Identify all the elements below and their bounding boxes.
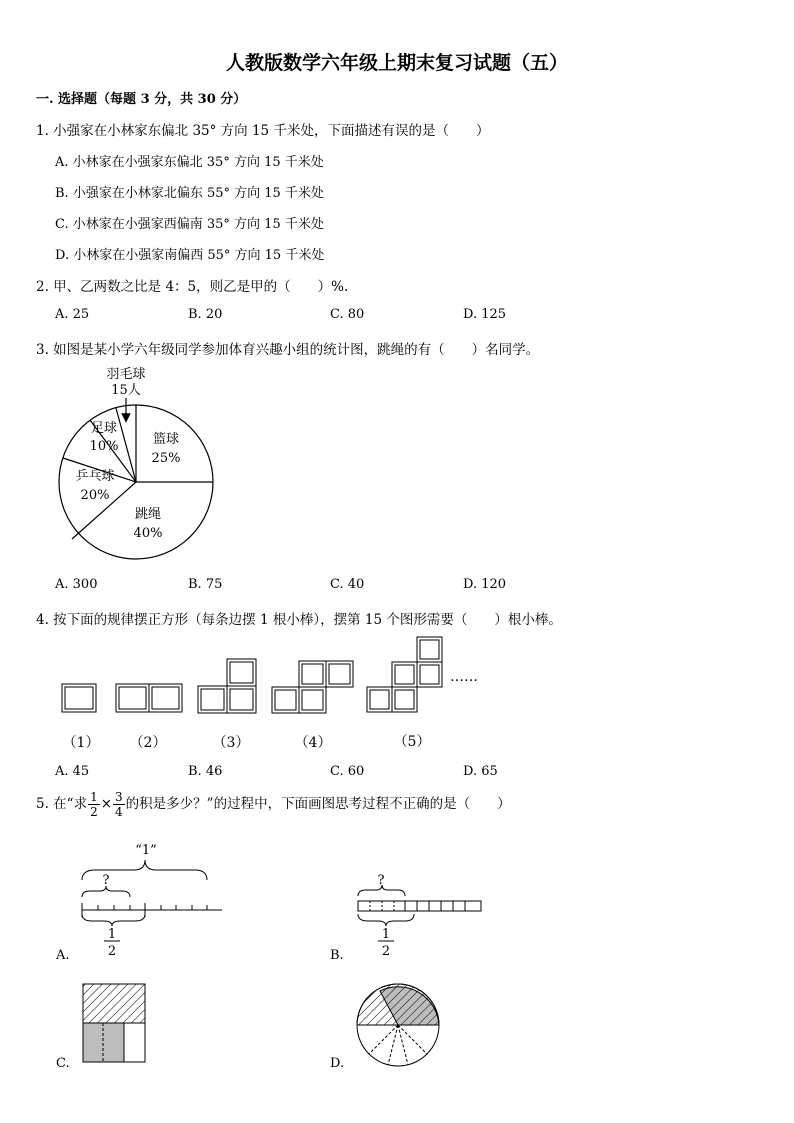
pie-pct-football: 10% (89, 439, 119, 454)
brace-one (82, 860, 207, 880)
fraction-denominator: 4 (115, 805, 123, 819)
brace-half-b (358, 914, 414, 926)
pie-label-football: 足球 (90, 421, 118, 436)
question-mark-b: ? (377, 873, 385, 888)
question-1-option-c[interactable]: C. 小林家在小强家西偏南 35° 方向 15 千米处 (55, 217, 324, 232)
figure-label-2: （2） (129, 735, 167, 751)
section-heading: 一. 选择题（每题 3 分，共 30 分） (36, 92, 247, 107)
pie-label-pingpong: 乒乓球 (75, 469, 115, 484)
pie-label-basketball: 篮球 (152, 432, 180, 447)
bar-strip (358, 901, 481, 911)
question-4-option-c[interactable]: C. 60 (330, 764, 365, 779)
question-3-option-c[interactable]: C. 40 (330, 577, 365, 592)
option-label-a: A. (56, 948, 70, 963)
question-3-option-d[interactable]: D. 120 (463, 577, 507, 592)
rect-hatched-top (83, 984, 145, 1023)
question-1-stem: 1. 小强家在小林家东偏北 35° 方向 15 千米处，下面描述有误的是（ ） (36, 123, 490, 139)
question-3-option-a[interactable]: A. 300 (55, 577, 98, 592)
pie-label-badminton: 羽毛球 (106, 367, 146, 382)
question-2-option-b[interactable]: B. 20 (188, 307, 223, 322)
option-label-b: B. (330, 948, 344, 963)
question-1-option-d[interactable]: D. 小林家在小强家南偏西 55° 方向 15 千米处 (55, 248, 325, 263)
pie-pct-basketball: 25% (151, 451, 181, 466)
diagram-b (358, 885, 481, 941)
figure-label-4: （4） (294, 735, 332, 751)
question-3-option-b[interactable]: B. 75 (188, 577, 223, 592)
option-label-d: D. (330, 1056, 345, 1071)
diagram-c (83, 984, 145, 1062)
pie-pct-rope: 40% (133, 526, 163, 541)
figure-ellipsis: …… (450, 669, 478, 685)
pie-label-rope: 跳绳 (134, 507, 162, 522)
one-label: “1” (135, 843, 157, 858)
question-5-stem-post: 的积是多少？”的过程中，下面画图思考过程不正确的是（ ） (125, 796, 511, 812)
question-4-stem: 4. 按下面的规律摆正方形（每条边摆 1 根小棒），摆第 15 个图形需要（ ）根小棒。 (36, 612, 562, 628)
pie-pct-pingpong: 20% (80, 488, 110, 503)
pie-value-badminton: 15人 (111, 383, 141, 398)
question-4-option-b[interactable]: B. 46 (188, 764, 223, 779)
fraction-denominator: 2 (90, 805, 98, 819)
diagram-d (357, 984, 439, 1066)
question-1-option-a[interactable]: A. 小林家在小强家东偏北 35° 方向 15 千米处 (55, 155, 324, 170)
question-2-option-d[interactable]: D. 125 (463, 307, 507, 322)
page-title: 人教版数学六年级上期末复习试题（五） (225, 52, 568, 74)
times-sign: × (100, 796, 113, 812)
question-2-option-a[interactable]: A. 25 (55, 307, 90, 322)
figure-label-5: （5） (393, 734, 431, 750)
brace-half-a (82, 914, 145, 926)
question-4-option-a[interactable]: A. 45 (55, 764, 90, 779)
half-numerator-a: 1 (107, 927, 117, 942)
question-mark-a: ? (102, 873, 110, 888)
figure-label-1: （1） (62, 735, 100, 751)
fraction-numerator: 3 (115, 790, 123, 804)
half-denominator-b: 2 (381, 944, 391, 959)
half-denominator-a: 2 (107, 944, 117, 959)
question-2-option-c[interactable]: C. 80 (330, 307, 365, 322)
figure-label-3: （3） (212, 735, 250, 751)
question-5-stem-pre: 5. 在“求 (36, 796, 88, 812)
question-2-stem: 2. 甲、乙两数之比是 4：5，则乙是甲的（ ）%. (36, 279, 349, 295)
half-numerator-b: 1 (381, 927, 391, 942)
question-1-option-b[interactable]: B. 小强家在小林家北偏东 55° 方向 15 千米处 (55, 186, 324, 201)
fraction-numerator: 1 (90, 790, 98, 804)
question-4-option-d[interactable]: D. 65 (463, 764, 498, 779)
option-label-c: C. (56, 1056, 70, 1071)
question-3-stem: 3. 如图是某小学六年级同学参加体育兴趣小组的统计图，跳绳的有（ ）名同学。 (36, 342, 540, 358)
